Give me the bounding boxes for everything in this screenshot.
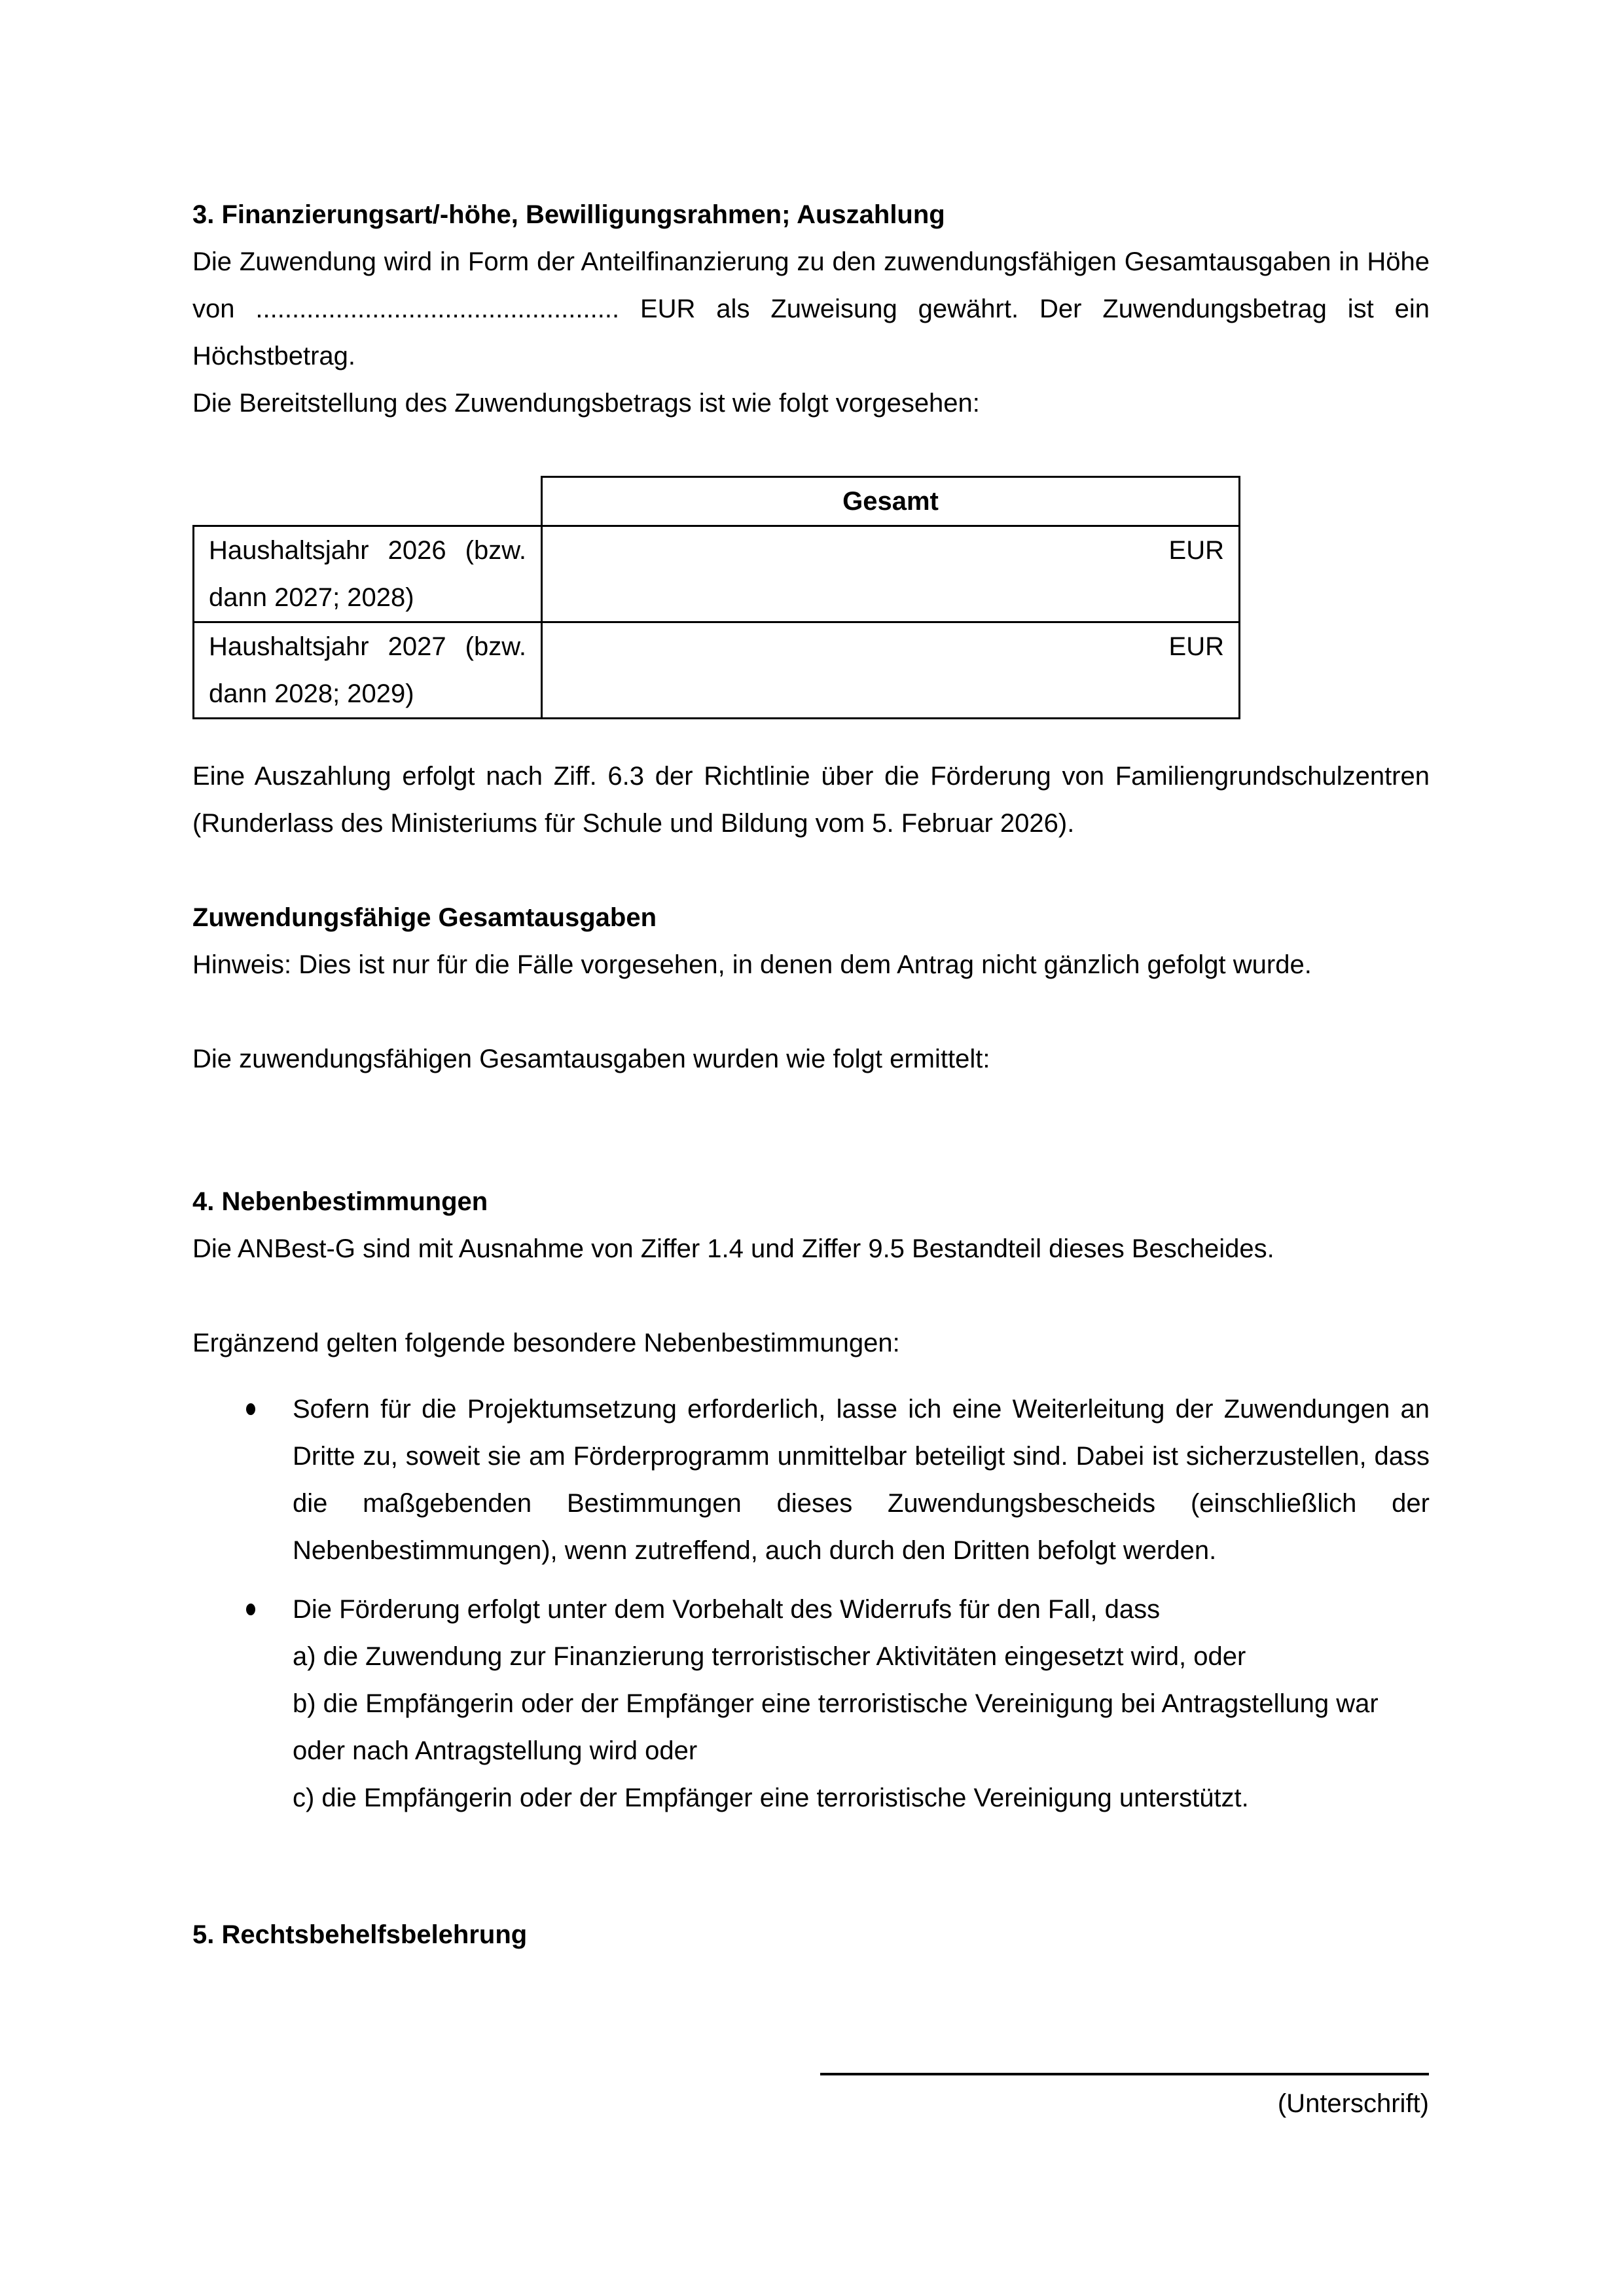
budget-table xyxy=(192,476,1240,719)
eligible-expenses-determined: Die zuwendungsfähigen Gesamtausgaben wurden wie folgt ermittelt: xyxy=(192,1045,990,1073)
section-4 xyxy=(192,1178,1430,1367)
signature-line[interactable] xyxy=(820,2073,1429,2075)
section-3-paragraph-provision: Die Bereitstellung des Zuwendungsbetrags ist wie folgt vorgesehen: xyxy=(192,389,980,418)
budget-year-amount-field[interactable]: EUR xyxy=(542,622,1240,719)
section-3-heading: 3. Finanzierungsart/-höhe, Bewilligungsrahmen; Auszahlung xyxy=(192,200,945,229)
provision-revocation-a: a) die Zuwendung zur Finanzierung terroristischer Aktivitäten eingesetzt wird, oder xyxy=(293,1642,1246,1671)
list-item xyxy=(192,1386,1430,1574)
section-3-paragraph-amount: Die Zuwendung wird in Form der Anteilfinanzierung zu den zuwendungsfähigen Gesamtausgaben in Höhe von .................................................. EUR als Zuweisung gewährt. Der Zuwendungsbetrag ist ein Höchstbetrag. xyxy=(192,247,1430,370)
budget-year-amount-field[interactable]: EUR xyxy=(542,526,1240,622)
section-4-paragraph-supplementary: Ergänzend gelten folgende besondere Nebenbestimmungen: xyxy=(192,1329,900,1357)
provision-revocation-intro: Die Förderung erfolgt unter dem Vorbehalt des Widerrufs für den Fall, dass xyxy=(293,1595,1161,1624)
budget-table-header-total: Gesamt xyxy=(542,477,1240,526)
budget-table-corner-cell xyxy=(194,477,542,526)
provision-revocation-b: b) die Empfängerin oder der Empfänger eine terroristische Vereinigung bei Antragstellung war oder nach Antragstellung wird oder xyxy=(293,1689,1379,1765)
budget-year-label: Haushaltsjahr 2026 (bzw. dann 2027; 2028) xyxy=(194,526,542,622)
budget-year-label: Haushaltsjahr 2027 (bzw. dann 2028; 2029) xyxy=(194,622,542,719)
eligible-expenses-hint: Hinweis: Dies ist nur für die Fälle vorgesehen, in denen dem Antrag nicht gänzlich gefolgt wurde. xyxy=(192,950,1312,979)
bullet-icon xyxy=(246,1604,255,1615)
list-item xyxy=(192,1586,1430,1821)
section-5 xyxy=(192,1911,1430,1958)
section-3 xyxy=(192,191,1430,427)
provision-forwarding-text: Sofern für die Projektumsetzung erforderlich, lasse ich eine Weiterleitung der Zuwendungen an Dritte zu, soweit sie am Förderprogramm unmittelbar beteiligt sind. Dabei ist sicherzustellen, dass die maßgebenden Bestimmungen dieses Zuwendungsbescheids (einschließlich der Nebenbestimmungen), wenn zutreffend, auch durch den Dritten befolgt werden. xyxy=(293,1395,1430,1565)
table-row xyxy=(194,622,1240,719)
section-5-heading: 5. Rechtsbehelfsbelehrung xyxy=(192,1920,528,1949)
section-4-paragraph-anbest: Die ANBest-G sind mit Ausnahme von Ziffer 1.4 und Ziffer 9.5 Bestandteil dieses Bescheides. xyxy=(192,1234,1274,1263)
section-4-heading: 4. Nebenbestimmungen xyxy=(192,1187,488,1216)
signature-label: (Unterschrift) xyxy=(1277,2089,1429,2118)
section-3-payout xyxy=(192,753,1430,847)
special-provisions-list xyxy=(192,1386,1430,1821)
table-row xyxy=(194,526,1240,622)
eligible-expenses-block xyxy=(192,894,1430,1083)
eligible-expenses-heading: Zuwendungsfähige Gesamtausgaben xyxy=(192,903,657,932)
budget-table-header-row xyxy=(194,477,1240,526)
bullet-icon xyxy=(246,1403,255,1415)
provision-revocation-c: c) die Empfängerin oder der Empfänger eine terroristische Vereinigung unterstützt. xyxy=(293,1784,1249,1812)
payout-paragraph: Eine Auszahlung erfolgt nach Ziff. 6.3 der Richtlinie über die Förderung von Familiengrundschulzentren (Runderlass des Ministeriums für Schule und Bildung vom 5. Februar 2026). xyxy=(192,762,1430,838)
